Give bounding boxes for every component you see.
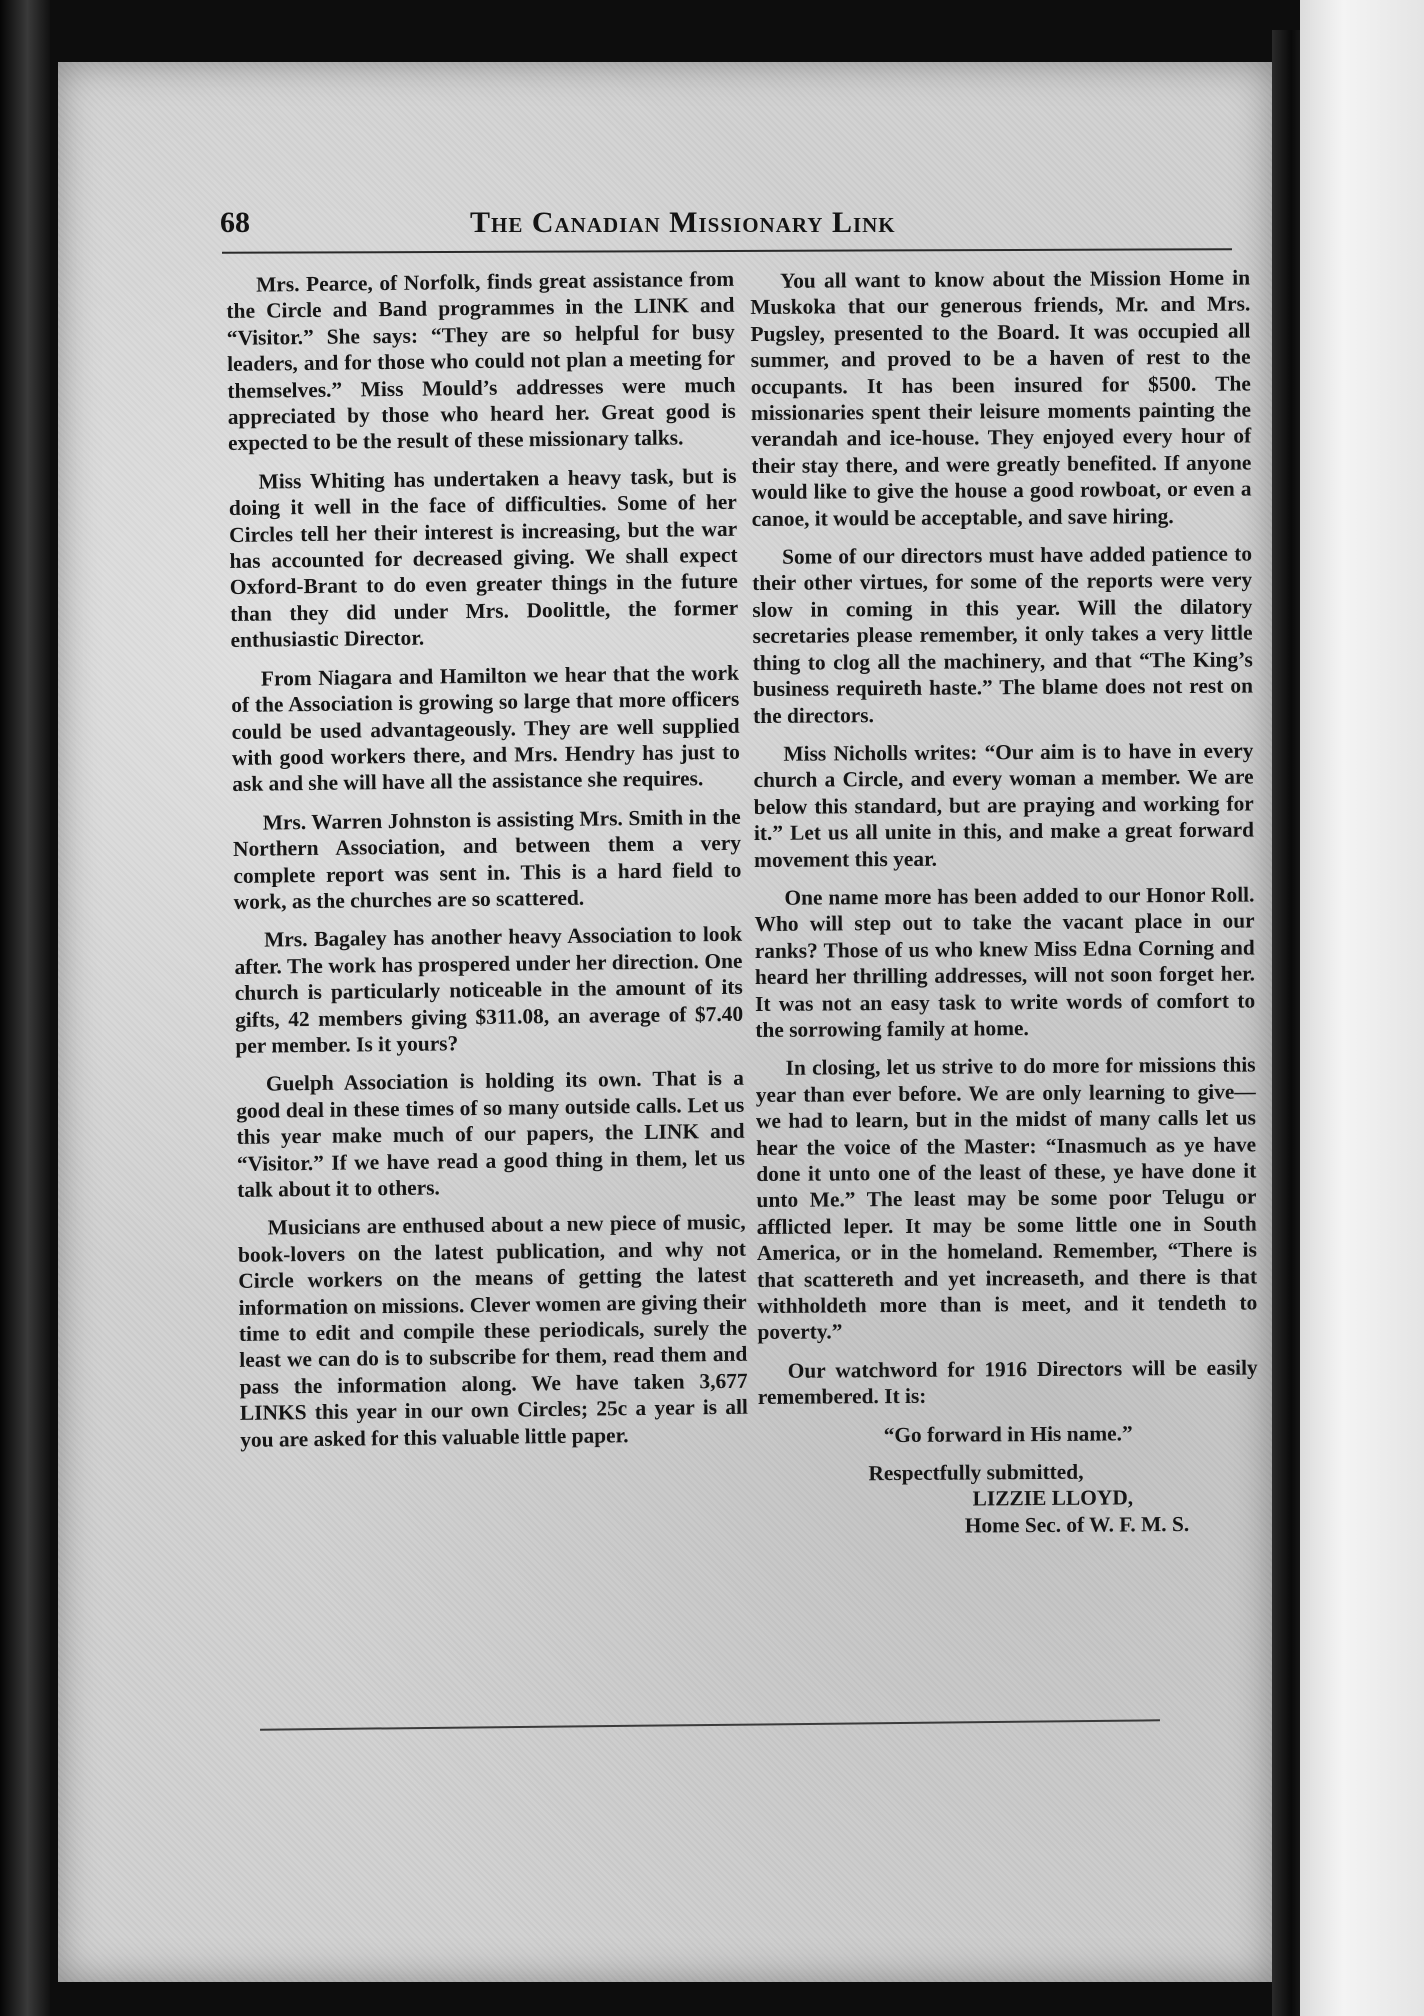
paragraph-niagara-hamilton: From Niagara and Hamilton we hear that the work of the Association is growing so large that more officers could be used advantageously. They are well supplied with good workers there, and Mrs. Hendry has just to ask and she will have all the assistance she requires. bbox=[231, 660, 741, 797]
paragraph-nicholls: Miss Nicholls writes: “Our aim is to have in every church a Circle, and every woman a member. We are below this standard, but are praying and working for it.” Let us all unite in this, and make a great forward movement this year. bbox=[753, 738, 1255, 872]
watchword: “Go forward in His name.” bbox=[883, 1421, 1133, 1447]
paragraph-whiting: Miss Whiting has undertaken a heavy task, but is doing it well in the face of difficulties. Some of her Circles tell her their interest is increasing, but the war has accounted for decreased giving. We shall expect Oxford-Brant to do even greater things in the future than they did under Mrs. Doolittle, the former enthusiastic Director. bbox=[228, 463, 739, 653]
paragraph-directors: Some of our directors must have added patience to their other virtues, for some of the reports were very slow in coming in this year. Will the dilatory secretaries please remember, it only takes a very little thing to clog all the machinery, and that “The King’s business requireth haste.” The blame does not rest on the directors. bbox=[752, 541, 1254, 728]
signature-name: LIZZIE LLOYD, bbox=[972, 1485, 1134, 1511]
paragraph-closing: In closing, let us strive to do more for missions this year than ever before. We are only learning to give—we had to learn, but in the midst of many calls let us hear the voice of the Master: “Inasmuch as ye have done it unto one of the least of these, ye have done it unto Me.” The least may be some poor Telugu or afflicted leper. It may be some little one in South America, or in the homeland. Remember, “There is that scattereth and yet increaseth, and there is that withholdeth more than is meet, and it tendeth to poverty.” bbox=[755, 1052, 1258, 1345]
signature-role: Home Sec. of W. F. M. S. bbox=[964, 1511, 1190, 1538]
paragraph-guelph: Guelph Association is holding its own. That is a good deal in these times of so many outside calls. Let us this year make much of our papers, the LINK and “Visitor.” If we have read a good thing in them, let us talk about it to others. bbox=[236, 1066, 746, 1202]
paragraph-bagaley: Mrs. Bagaley has another heavy Association to look after. The work has prospered under her direction. One church is particularly noticeable in the amount of its gifts, 42 members giving $311.08, an average of $7.40 per member. Is it yours? bbox=[234, 922, 744, 1058]
right-column bbox=[750, 265, 1259, 1541]
paragraph-honor-roll: One name more has been added to our Honor Roll. Who will step out to take the vacant place in our ranks? Those of us who knew Miss Edna Corning and heard her thrilling addresses, will not soon forget her. It was not an easy task to write words of comfort to the sorrowing family at home. bbox=[754, 882, 1256, 1042]
paragraph-pearce: Mrs. Pearce, of Norfolk, finds great assistance from the Circle and Band programmes in the LINK and “Visitor.” She says: “They are so helpful for busy leaders, and for those who could not plan a meeting for themselves.” Miss Mould’s addresses were much appreciated by those who heard her. Great good is expected to be the result of these missionary talks. bbox=[226, 266, 736, 456]
paragraph-mission-home: You all want to know about the Mission Home in Muskoka that our generous friends, Mr. and Mrs. Pugsley, presented to the Board. It was occupied all summer, and proved to be a haven of rest to the occupants. It has been insured for $500. The missionaries spent their leisure moments painting the verandah and ice-house. They enjoyed every hour of their stay there, and were greatly benefited. If anyone would like to give the house a good rowboat, or even a canoe, it would be acceptable, and save hiring. bbox=[750, 265, 1252, 531]
left-column bbox=[226, 266, 749, 1465]
scan-border-right bbox=[1300, 0, 1424, 2016]
paragraph-watchword-intro: Our watchword for 1916 Directors will be easily remembered. It is: bbox=[757, 1355, 1258, 1410]
page-header bbox=[220, 206, 1260, 252]
paragraph-johnston: Mrs. Warren Johnston is assisting Mrs. Smith in the Northern Association, and between them a very complete report was sent in. This is a hard field to work, as the churches are so scattered. bbox=[232, 804, 742, 914]
running-title: The Canadian Missionary Link bbox=[470, 206, 896, 239]
page-number: 68 bbox=[220, 206, 250, 239]
scan-border-left bbox=[0, 0, 50, 2016]
paragraph-musicians: Musicians are enthused about a new piece of music, book-lovers on the latest publication, and why not Circle workers on the means of getting the latest information on missions. Clever women are giving their time to edit and compile these periodicals, surely the least we can do is to subscribe for them, read them and pass the information along. We have taken 3,677 LINKS this year in our own Circles; 25c a year is all you are asked for this valuable little paper. bbox=[237, 1210, 749, 1452]
closing-submitted: Respectfully submitted, bbox=[868, 1459, 1084, 1486]
